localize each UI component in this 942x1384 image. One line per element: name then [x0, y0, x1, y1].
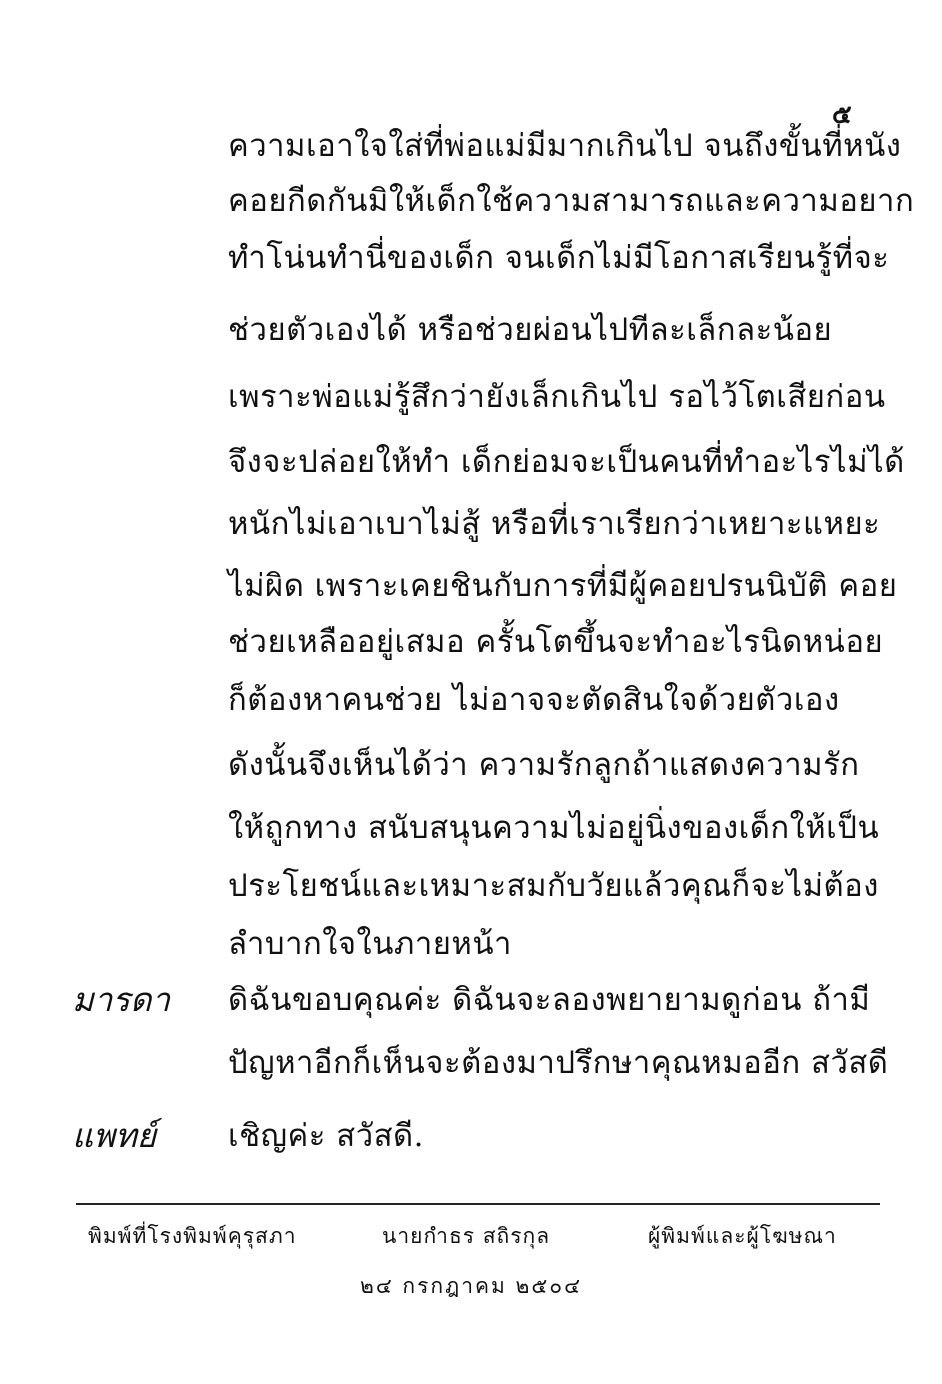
- body-line: ช่วยเหลืออยู่เสมอ ครั้นโตขึ้นจะทำอะไรนิดหน่อย: [228, 624, 884, 660]
- imprint-role: ผู้พิมพ์และผู้โฆษณา: [648, 1224, 837, 1248]
- body-line: ดังนั้นจึงเห็นได้ว่า ความรักลูกถ้าแสดงความรัก: [228, 747, 860, 783]
- dialogue-line: ปัญหาอีกก็เห็นจะต้องมาปรึกษาคุณหมออีก สวัสดี: [228, 1045, 889, 1081]
- body-line: ไม่ผิด เพราะเคยชินกับการที่มีผู้คอยปรนนิบัติ คอย: [228, 568, 898, 604]
- body-line: ให้ถูกทาง สนับสนุนความไม่อยู่นิ่งของเด็กให้เป็น: [228, 810, 880, 846]
- footer-rule: [76, 1203, 880, 1205]
- body-line: ก็ต้องหาคนช่วย ไม่อาจจะตัดสินใจด้วยตัวเอง: [228, 682, 840, 718]
- body-line: จึงจะปล่อยให้ทำ เด็กย่อมจะเป็นคนที่ทำอะไรไม่ได้: [228, 444, 905, 480]
- body-line: ช่วยตัวเองได้ หรือช่วยผ่อนไปทีละเล็กละน้อย: [228, 312, 833, 348]
- body-line: หนักไม่เอาเบาไม่สู้ หรือที่เราเรียกว่าเหยาะแหยะ: [228, 506, 881, 542]
- body-line: คอยกีดกันมิให้เด็กใช้ความสามารถและความอยาก: [228, 183, 915, 219]
- speaker-label: มารดา: [72, 980, 170, 1019]
- speaker-label: แพทย์: [72, 1116, 157, 1155]
- imprint-date: ๒๔ กรกฎาคม ๒๕๐๔: [359, 1274, 583, 1298]
- imprint-printer: พิมพ์ที่โรงพิมพ์คุรุสภา: [88, 1224, 297, 1248]
- body-line: เพราะพ่อแม่รู้สึกว่ายังเล็กเกินไป รอไว้โตเสียก่อน: [228, 379, 886, 415]
- body-line: ลำบากใจในภายหน้า: [228, 926, 512, 962]
- body-line: ทำโน่นทำนี่ของเด็ก จนเด็กไม่มีโอกาสเรียนรู้ที่จะ: [228, 240, 890, 276]
- body-line: ประโยชน์และเหมาะสมกับวัยแล้วคุณก็จะไม่ต้อง: [228, 868, 879, 904]
- dialogue-line: เชิญค่ะ สวัสดี.: [228, 1118, 425, 1154]
- page-number: ๕: [832, 100, 852, 130]
- body-line: ความเอาใจใส่ที่พ่อแม่มีมากเกินไป จนถึงขั้นที่หนัง: [228, 128, 902, 164]
- dialogue-line: ดิฉันขอบคุณค่ะ ดิฉันจะลองพยายามดูก่อน ถ้ามี: [228, 982, 871, 1018]
- imprint-name: นายกำธร สถิรกุล: [382, 1224, 551, 1248]
